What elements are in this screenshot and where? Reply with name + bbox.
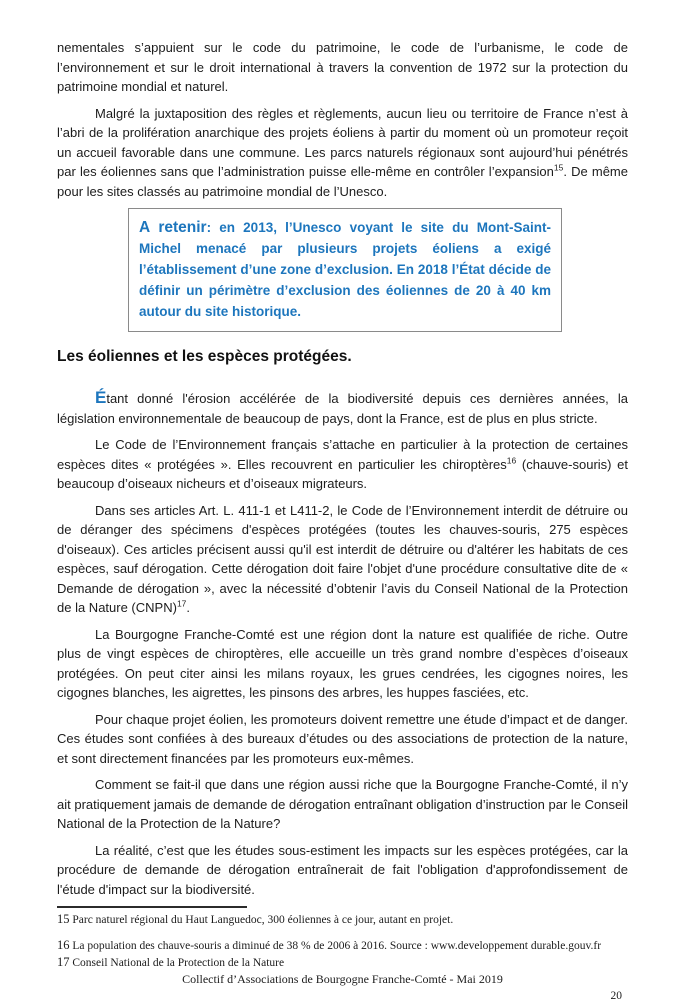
paragraph [57, 501, 628, 618]
section-heading: Les éoliennes et les espèces protégées. [57, 348, 352, 365]
paragraph [57, 104, 628, 202]
footnote-text: La population des chauve-souris a diminué de 38 % de 2006 à 2016. Source : www.developpement durable.gouv.fr [72, 940, 602, 952]
paragraph-text: Comment se fait-il que dans une région aussi riche que la Bourgogne Franche-Comté, il n’y ait pratiquement jamais de demande de dérogation entraînant obligation d’instruction par le Conseil National de la Protection de la Nature? [57, 777, 628, 831]
paragraph [57, 775, 628, 834]
paragraph-text: Dans ses articles Art. L. 411-1 et L411-2, le Code de l’Environnement interdit de détruire ou de déranger des spécimens d'espèces protégées (toutes les chauves-souris, 275 espèces d'oiseaux). Ces articles précisent aussi qu'il est interdit de détruire ou d'altérer les habitats de ces espèces, sauf dérogation. Cette dérogation doit faire l'objet d'une procédure consultative dite de « Demande de dérogation », avec la nécessité d’obtenir l’avis du Conseil National de la Protection de la Nature (CNPN) [57, 502, 628, 615]
paragraph [57, 841, 628, 900]
footnote-number: 17 [57, 955, 70, 969]
footnote-number: 15 [57, 912, 70, 926]
paragraph-text: Pour chaque projet éolien, les promoteurs doivent remettre une étude d’impact et de danger. Ces études sont confiées à des bureaux d’études ou des associations de protection de la nature, et sont directement financées par les promoteurs eux-mêmes. [57, 711, 628, 766]
paragraph-text: La réalité, c’est que les études sous-estiment les impacts sur les espèces protégées, car la procédure de demande de dérogation entraînerait de fait l'obligation d'approfondissement de l'étude d'impact sur la biodiversité. [57, 842, 628, 897]
paragraph-text: Malgré la juxtaposition des règles et règlements, aucun lieu ou territoire de France n’est à l’abri de la prolifération anarchique des projets éoliens à partir du moment où un promoteur reçoit un accueil favorable dans une commune. Les parcs naturels régionaux sont aujourd’hui pénétrés par les éoliennes sans que l’administration puisse elle-même en contrôler l’expansion [57, 105, 628, 179]
page-number: 20 [610, 990, 622, 1002]
callout-box-a-retenir [128, 208, 562, 332]
paragraph-text: La Bourgogne Franche-Comté est une région dont la nature est qualifiée de riche. Outre plus de vingt espèces de chiroptères, elle accueille un très grand nombre d’espèces d’oiseaux protégées. On peut citer ainsi les milans royaux, les grues cendrées, les cigognes noires, les cigognes blanches, les aigrettes, les pinsons des arbres, les huppes fasciées, etc. [57, 626, 628, 700]
footnote-text: Conseil National de la Protection de la Nature [72, 957, 285, 969]
footnote-reference-17: 17 [176, 598, 187, 609]
paragraph-text: . [186, 600, 191, 615]
footnote-text: Parc naturel régional du Haut Languedoc, 300 éoliennes à ce jour, autant en projet. [72, 914, 454, 926]
footnote-reference-16: 16 [506, 455, 517, 466]
paragraph-text: (chauve-souris) et beaucoup d’oiseaux nicheurs et d’oiseaux migrateurs. [57, 456, 628, 491]
footnotes-block [57, 911, 628, 971]
footnote-15 [57, 911, 628, 928]
callout-label: A retenir [139, 219, 207, 236]
paragraph [57, 710, 628, 769]
paragraph-text: Le Code de l’Environnement français s’attache en particulier à la protection de certaines espèces dites « protégées ». Elles recouvrent en particulier les chiroptères [57, 437, 628, 472]
footnote-separator [57, 906, 247, 908]
document-footer: Collectif d’Associations de Bourgogne Franche-Comté - Mai 2019 [182, 972, 503, 986]
drop-cap-initial: É [95, 388, 107, 407]
footnote-reference-15: 15 [553, 162, 564, 173]
paragraph-text: . De même pour les sites classés au patrimoine mondial de l’Unesco. [57, 164, 628, 199]
paragraph-text: tant donné l'érosion accélérée de la biodiversité depuis ces dernières années, la législation environnementale de beaucoup de pays, dont la France, est de plus en plus stricte. [57, 391, 628, 426]
paragraph-text: nementales s’appuient sur le code du patrimoine, le code de l’urbanisme, le code de l’environnement et sur le droit international à travers la convention de 1972 sur la protection du patrimoine mondial et naturel. [57, 40, 628, 94]
footnote-16 [57, 937, 628, 954]
callout-text: : en 2013, l’Unesco voyant le site du Mont-Saint-Michel menacé par plusieurs projets éoliens a exigé l’établissement d’une zone d’exclusion. En 2018 l’État décide de définir un périmètre d’exclusion des éoliennes de 20 à 40 km autour du site historique. [139, 220, 551, 319]
footnote-number: 16 [57, 938, 70, 952]
footnote-17 [57, 954, 628, 971]
paragraph-continuation [57, 38, 628, 97]
paragraph [57, 435, 628, 494]
paragraph [57, 388, 628, 428]
paragraph [57, 625, 628, 703]
